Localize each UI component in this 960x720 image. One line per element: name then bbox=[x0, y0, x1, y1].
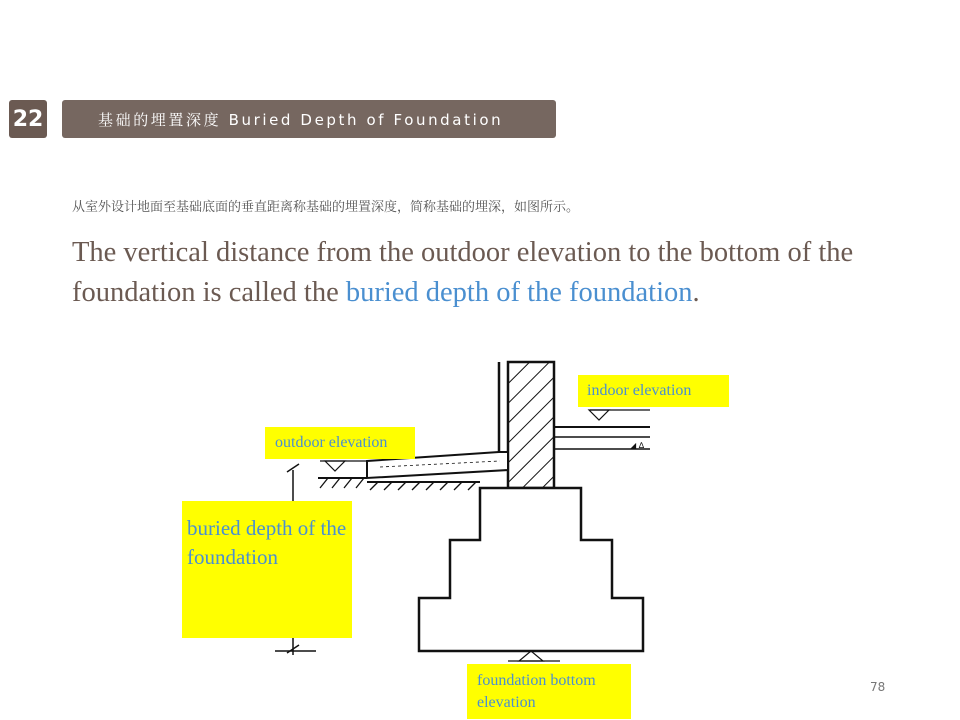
section-number-badge: 22 bbox=[9, 100, 47, 138]
indoor-elevation-label: indoor elevation bbox=[578, 375, 729, 407]
ground-hatch bbox=[320, 478, 476, 490]
slab-mark: ◢ ∆ bbox=[630, 441, 645, 450]
page-number: 78 bbox=[870, 680, 886, 694]
chinese-description: 从室外设计地面至基础底面的垂直距离称基础的埋置深度，简称基础的埋深，如图所示。 bbox=[72, 200, 580, 215]
bottom-elevation-marker bbox=[519, 651, 543, 661]
indoor-elevation-marker bbox=[589, 410, 609, 420]
buried-depth-label: buried depth of the foundation bbox=[182, 501, 352, 638]
stepped-foundation bbox=[419, 488, 643, 651]
section-title: 基础的埋置深度 Buried Depth of Foundation bbox=[62, 100, 556, 138]
wall-section bbox=[508, 362, 554, 488]
outdoor-elevation-label: outdoor elevation bbox=[265, 427, 415, 459]
english-text-part2: . bbox=[692, 277, 700, 308]
english-text-part1: The vertical distance from the outdoor elevation to the bottom of the foundation is called the bbox=[72, 237, 854, 308]
foundation-bottom-label: foundation bottom elevation bbox=[467, 664, 631, 719]
english-highlight: buried depth of the foundation bbox=[345, 277, 693, 308]
outdoor-elevation-marker bbox=[325, 461, 345, 471]
